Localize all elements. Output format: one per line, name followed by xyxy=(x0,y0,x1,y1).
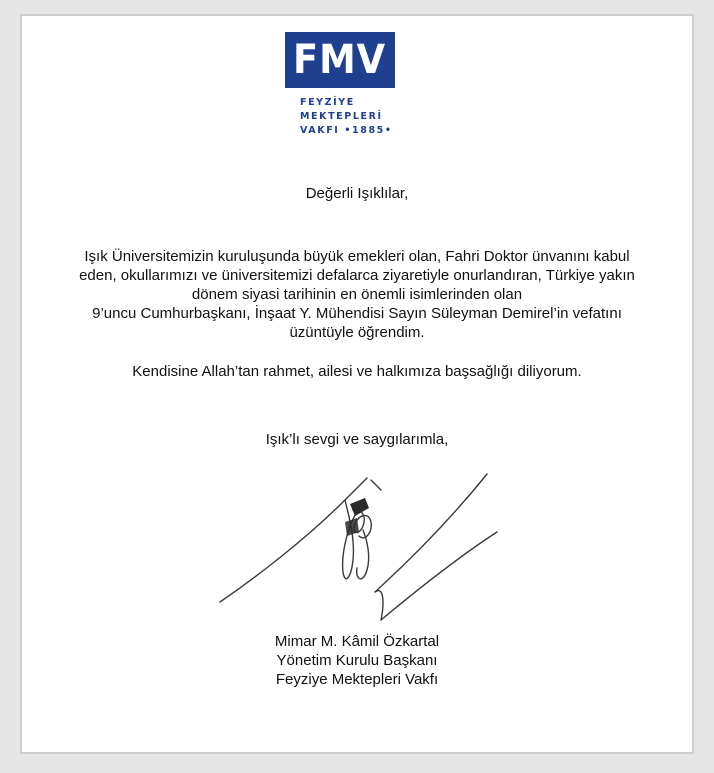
handwritten-signature xyxy=(195,460,515,630)
signatory-title: Yönetim Kurulu Başkanı xyxy=(276,652,438,669)
signatory-block xyxy=(20,632,694,689)
logo-line: FEYZİYE xyxy=(300,97,355,108)
signatory-name: Mimar M. Kâmil Özkartal xyxy=(274,633,440,650)
signatory-organization: Feyziye Mektepleri Vakfı xyxy=(275,671,439,688)
fmv-logo xyxy=(285,32,395,88)
closing-line: Işık’lı sevgi ve saygılarımla, xyxy=(265,431,449,448)
condolence-wish: Kendisine Allah’tan rahmet, ailesi ve halkımıza başsağlığı diliyorum. xyxy=(132,363,582,380)
condolence-paragraph xyxy=(20,247,694,342)
paragraph-line: Işık Üniversitemizin kuruluşunda büyük emekleri olan, Fahri Doktor ünvanını kabul xyxy=(84,248,630,265)
logo-line: VAKFI •1885• xyxy=(300,125,393,136)
paragraph-line: dönem siyasi tarihinin en önemli isimlerinden olan xyxy=(191,286,523,303)
paragraph-line: 9’uncu Cumhurbaşkanı, İnşaat Y. Mühendisi Sayın Süleyman Demirel’in vefatını xyxy=(92,305,622,322)
logo-letters: FMV xyxy=(293,37,387,83)
salutation: Değerli Işıklılar, xyxy=(305,185,409,202)
paragraph-line: eden, okullarımızı ve üniversitemizi defalarca ziyaretiyle onurlandıran, Türkiye yakın xyxy=(79,267,635,284)
paragraph-line: üzüntüyle öğrendim. xyxy=(289,324,425,341)
logo-line: MEKTEPLERİ xyxy=(300,111,383,122)
logo-subtitle xyxy=(300,96,420,138)
